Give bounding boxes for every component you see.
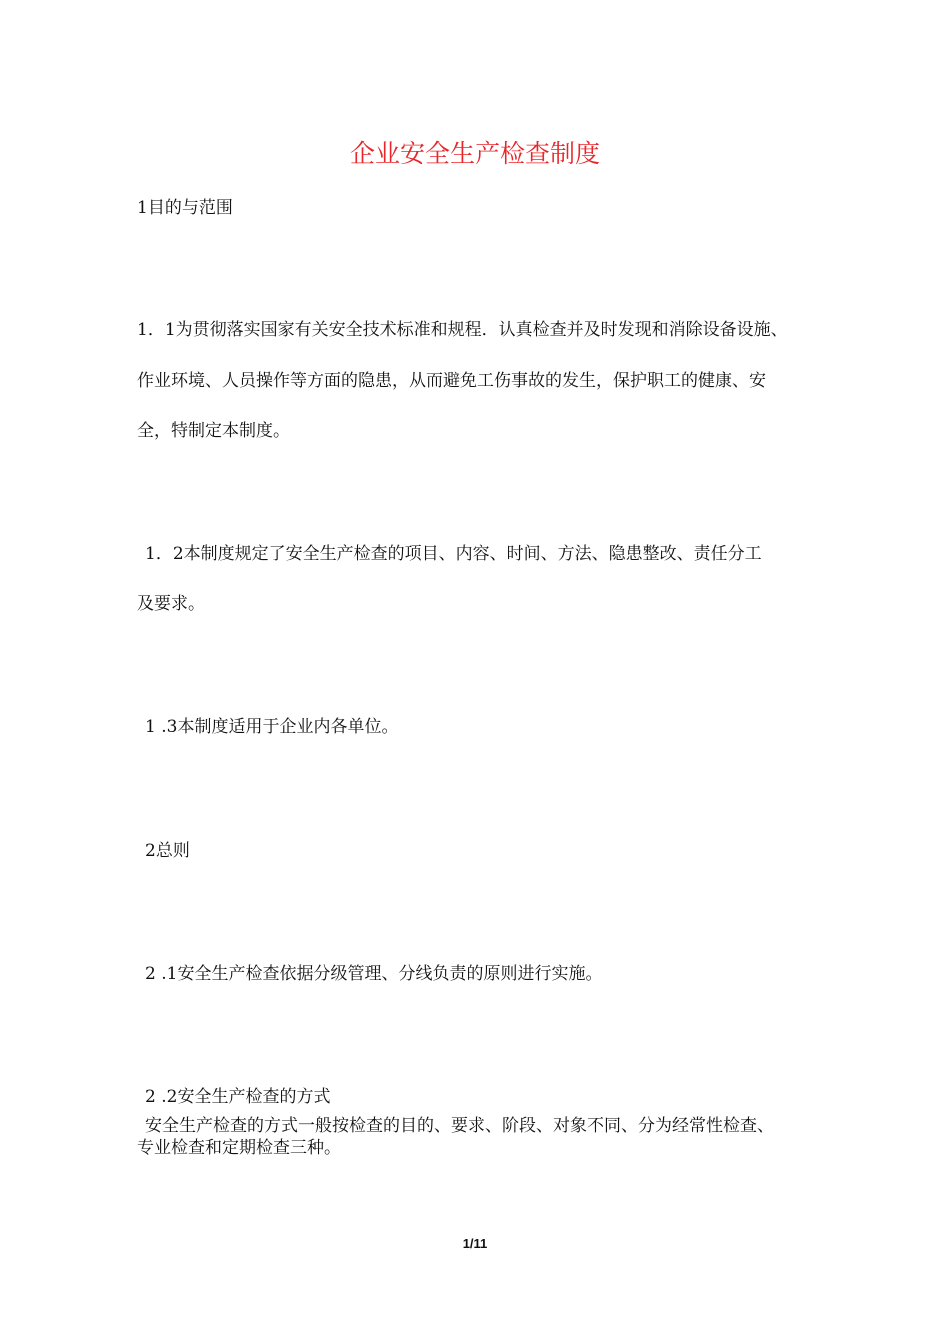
paragraph-2-2-line-2: 专业检查和定期检查三种。 [137, 1138, 341, 1158]
clause-number: 2 .2 [145, 1087, 178, 1107]
paragraph-text: 安全生产检查的方式 [177, 1087, 331, 1107]
paragraph-text: 本制度适用于企业内各单位。 [177, 717, 399, 737]
paragraph-2-1 [145, 962, 602, 986]
paragraph-1-1-line-2: 作业环境、人员操作等方面的隐患，从而避免工伤事故的发生，保护职工的健康、安 [137, 371, 766, 391]
section-2-heading [145, 839, 190, 863]
paragraph-text: 为贯彻落实国家有关安全技术标准和规程．认真检查并及时发现和消除设备设施、 [175, 320, 788, 340]
paragraph-1-2-line-2: 及要求。 [137, 594, 205, 614]
section-number: 2 [145, 841, 156, 861]
document-title: 企业安全生产检查制度 [349, 139, 600, 168]
section-number: 1 [137, 198, 148, 218]
paragraph-1-3 [145, 715, 398, 739]
clause-number: 2 .1 [145, 964, 178, 984]
paragraph-1-1-line-3: 全，特制定本制度。 [137, 421, 290, 441]
clause-number: 1 .3 [145, 717, 178, 737]
paragraph-1-2-line-1 [145, 542, 762, 566]
section-heading-text: 目的与范围 [147, 198, 233, 218]
section-1-heading [137, 196, 233, 220]
paragraph-text: 本制度规定了安全生产检查的项目、内容、时间、方法、隐患整改、责任分工 [183, 544, 762, 564]
clause-number: 1．1 [137, 320, 176, 340]
clause-number: 1．2 [145, 544, 184, 564]
paragraph-2-2-heading [145, 1085, 330, 1109]
paragraph-text: 安全生产检查依据分级管理、分线负责的原则进行实施。 [177, 964, 603, 984]
section-heading-text: 总则 [155, 841, 190, 861]
paragraph-2-2-line-1: 安全生产检查的方式一般按检查的目的、要求、阶段、对象不同、分为经常性检查、 [145, 1116, 774, 1136]
page-number: 1/11 [462, 1236, 488, 1251]
paragraph-1-1-line-1 [137, 318, 788, 342]
